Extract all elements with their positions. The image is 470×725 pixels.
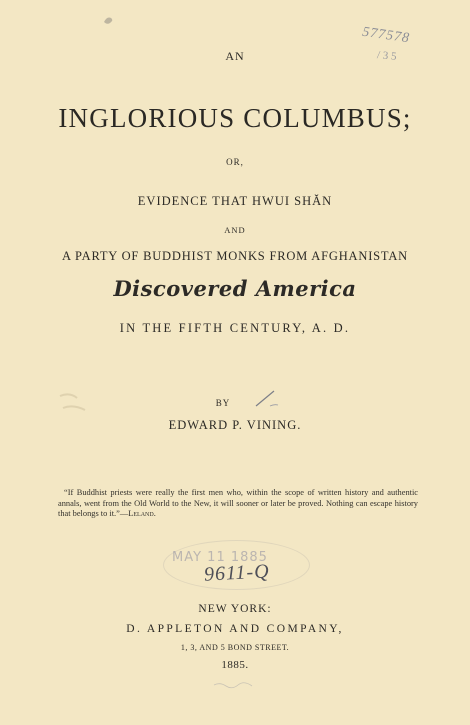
subtitle-line-1: EVIDENCE THAT HWUI SHĂN xyxy=(137,194,333,208)
blackletter-line: Discovered America xyxy=(113,276,357,301)
imprint-address: 1, 3, AND 5 BOND STREET. xyxy=(180,643,290,652)
ink-smudge-icon xyxy=(102,14,116,26)
by-label: BY xyxy=(215,398,231,408)
epigraph-attribution: Leland. xyxy=(128,509,156,518)
author-name: EDWARD P. VINING. xyxy=(168,418,302,432)
stamp-handwritten-number: 9611-Q xyxy=(203,560,271,586)
bleed-through-mark-icon xyxy=(55,388,95,420)
handwritten-catalog-mark: / 3 5 xyxy=(376,49,398,63)
epigraph-body: “If Buddhist priests were really the first men who, within the scope of written history and authentic annals, went from the Old World to the New, it will sooner or later be proved. Nothing can escape history that belongs to it.”— xyxy=(58,488,418,518)
imprint-city: NEW YORK: xyxy=(198,603,272,615)
and-connector: AND xyxy=(224,225,246,235)
faint-scribble-icon xyxy=(212,680,262,690)
subtitle-line-2: A PARTY OF BUDDHIST MONKS FROM AFGHANISTAN xyxy=(61,249,409,263)
century-line: IN THE FIFTH CENTURY, A. D. xyxy=(119,321,351,335)
pencil-mark-icon xyxy=(252,388,282,410)
handwritten-catalog-number: 577578 xyxy=(361,24,411,47)
imprint-publisher: D. APPLETON AND COMPANY, xyxy=(126,623,344,635)
imprint-year: 1885. xyxy=(221,659,249,671)
or-connector: OR, xyxy=(226,157,244,167)
epigraph-quote xyxy=(58,488,418,520)
book-title: INGLORIOUS COLUMBUS; xyxy=(58,103,412,133)
pre-title: AN xyxy=(225,49,245,63)
stamp-date: MAY 11 1885 xyxy=(172,550,268,565)
